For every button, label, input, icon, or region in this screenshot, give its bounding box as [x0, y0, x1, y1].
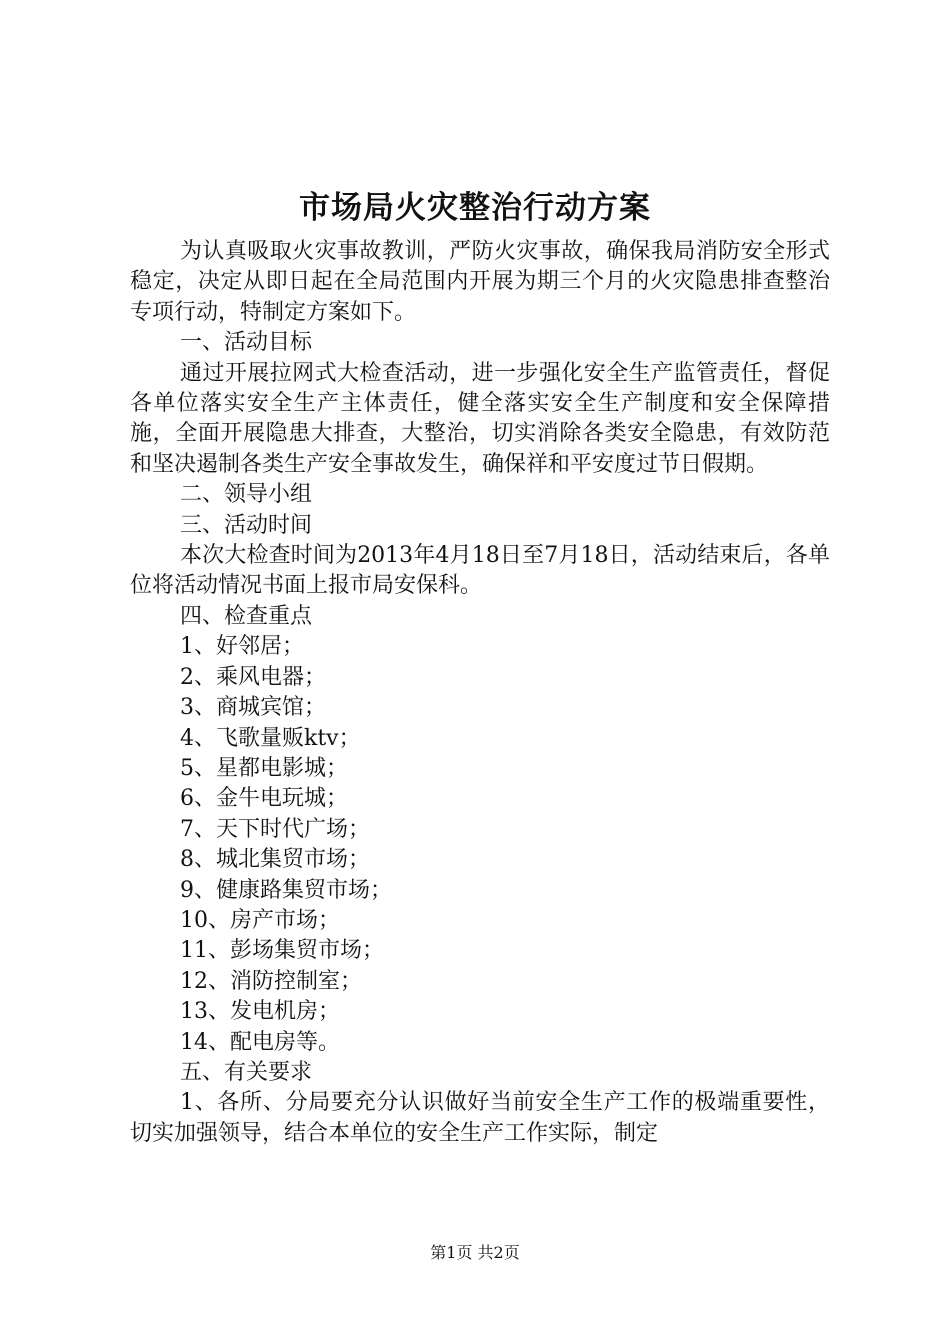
page-footer: 第1页 共2页 [430, 1243, 520, 1262]
list-item: 10、房产市场； [180, 907, 340, 933]
list-item: 8、城北集贸市场； [180, 847, 370, 873]
intro-paragraph: 为认真吸取火灾事故教训，严防火灾事故，确保我局消防安全形式稳定，决定从即日起在全局范围内开展为期三个月的火灾隐患排查整治专项行动，特制定方案如下。 [130, 239, 830, 325]
section-heading-goal: 一、活动目标 [180, 330, 313, 356]
list-item: 2、乘风电器； [180, 664, 326, 690]
requirements-paragraph: 1、各所、分局要充分认识做好当前安全生产工作的极端重要性，切实加强领导，结合本单位的安全生产工作实际，制定 [130, 1090, 830, 1146]
section-heading-focus: 四、检查重点 [180, 603, 313, 629]
time-paragraph: 本次大检查时间为2013年4月18日至7月18日，活动结束后，各单位将活动情况书面上报市局安保科。 [130, 543, 830, 599]
list-item: 14、配电房等。 [180, 1029, 340, 1055]
list-item: 9、健康路集贸市场； [180, 877, 392, 903]
section-heading-leadership: 二、领导小组 [180, 482, 313, 508]
section-heading-time: 三、活动时间 [180, 512, 313, 538]
document-title: 市场局火灾整治行动方案 [299, 190, 651, 226]
list-item: 3、商城宾馆； [180, 695, 326, 721]
goal-paragraph: 通过开展拉网式大检查活动，进一步强化安全生产监管责任，督促各单位落实安全生产主体责任，健全落实安全生产制度和安全保障措施，全面开展隐患大排查，大整治，切实消除各类安全隐患，有效防范和坚决遏制各类生产安全事故发生，确保祥和平安度过节日假期。 [130, 360, 830, 477]
list-item: 1、好邻居； [180, 634, 304, 660]
list-item: 6、金牛电玩城； [180, 786, 348, 812]
list-item: 4、飞歌量贩ktv； [180, 725, 361, 751]
section-heading-requirements: 五、有关要求 [180, 1059, 313, 1085]
document-body [130, 237, 830, 1149]
list-item: 11、彭场集贸市场； [180, 938, 384, 964]
list-item: 7、天下时代广场； [180, 816, 370, 842]
list-item: 5、星都电影城； [180, 755, 348, 781]
list-item: 12、消防控制室； [180, 968, 362, 994]
list-item: 13、发电机房； [180, 999, 340, 1025]
